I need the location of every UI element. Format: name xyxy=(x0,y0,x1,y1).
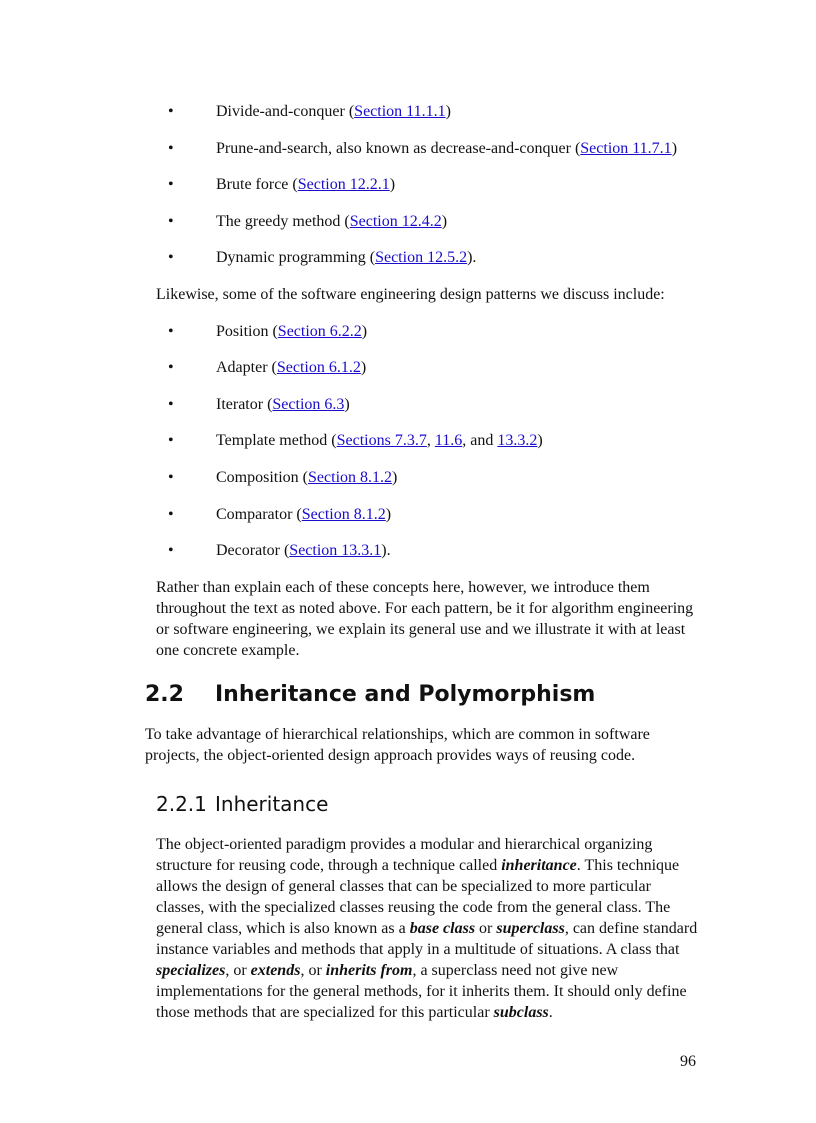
concepts-paragraph: Rather than explain each of these concepts here, however, we introduce them throughout the text as noted above. For each pattern, be it for algorithm engineering or software engineering, we explain its general use and we illustrate it with at least one concrete example. xyxy=(156,579,694,659)
key-term: base class xyxy=(409,920,476,937)
list-item-text: The greedy method (Section 12.4.2) xyxy=(216,213,448,230)
list-item xyxy=(0,100,816,124)
section-link[interactable]: 11.6 xyxy=(434,432,463,449)
list-item-text: Composition (Section 8.1.2) xyxy=(216,469,398,486)
list-item-text: Template method (Sections 7.3.7, 11.6, and 13.3.2) xyxy=(216,432,543,449)
bullet: • xyxy=(168,103,174,120)
list-item xyxy=(0,137,816,161)
section-link[interactable]: Sections 7.3.7 xyxy=(336,432,427,449)
section-link[interactable]: Section 8.1.2 xyxy=(301,506,386,523)
list-item xyxy=(0,429,816,453)
list-item-text: Comparator (Section 8.1.2) xyxy=(216,506,392,523)
section-number: 2.2 xyxy=(145,682,184,707)
key-term: inheritance xyxy=(501,857,577,874)
key-term: extends xyxy=(250,962,301,979)
section-link[interactable]: Section 12.5.2 xyxy=(375,249,468,266)
list-item xyxy=(0,539,816,563)
list-item-text: Dynamic programming (Section 12.5.2). xyxy=(216,249,477,266)
list-item xyxy=(0,466,816,490)
list-item xyxy=(0,173,816,197)
list-item xyxy=(0,503,816,527)
list-item xyxy=(0,356,816,380)
section-paragraph: To take advantage of hierarchical relationships, which are common in software projects, the object-oriented design approach provides ways of reusing code. xyxy=(145,726,650,764)
bullet: • xyxy=(168,396,174,413)
subsection-number: 2.2.1 xyxy=(156,792,207,816)
section-link[interactable]: Section 11.7.1 xyxy=(580,140,672,157)
key-term: inherits from xyxy=(325,962,413,979)
section-link[interactable]: Section 6.2.2 xyxy=(277,323,362,340)
bullet: • xyxy=(168,542,174,559)
bullet: • xyxy=(168,469,174,486)
list-item xyxy=(0,320,816,344)
list-item-text: Position (Section 6.2.2) xyxy=(216,323,368,340)
bullet: • xyxy=(168,432,174,449)
key-term: specializes xyxy=(156,962,226,979)
list-item xyxy=(0,393,816,417)
section-link[interactable]: 13.3.2 xyxy=(497,432,538,449)
section-link[interactable]: Section 6.3 xyxy=(272,396,345,413)
subsection-title: Inheritance xyxy=(215,792,329,816)
section-link[interactable]: Section 6.1.2 xyxy=(276,359,361,376)
bullet: • xyxy=(168,140,174,157)
bullet: • xyxy=(168,213,174,230)
list-item-text: Divide-and-conquer (Section 11.1.1) xyxy=(216,103,451,120)
bullet: • xyxy=(168,176,174,193)
section-title: Inheritance and Polymorphism xyxy=(215,682,596,707)
list-item xyxy=(0,210,816,234)
section-link[interactable]: Section 12.2.1 xyxy=(297,176,390,193)
list-item xyxy=(0,246,816,270)
section-link[interactable]: Section 12.4.2 xyxy=(349,213,442,230)
intro-paragraph: Likewise, some of the software engineering design patterns we discuss include: xyxy=(156,286,665,303)
bullet: • xyxy=(168,323,174,340)
page-number: 96 xyxy=(680,1053,696,1070)
key-term: superclass xyxy=(496,920,565,937)
section-link[interactable]: Section 11.1.1 xyxy=(354,103,446,120)
list-item-text: Prune-and-search, also known as decrease-and-conquer (Section 11.7.1) xyxy=(216,140,678,157)
bullet: • xyxy=(168,249,174,266)
list-item-text: Decorator (Section 13.3.1). xyxy=(216,542,391,559)
inheritance-paragraph: The object-oriented paradigm provides a modular and hierarchical organizing structure for reusing code, through a technique called inheritance. This technique allows the design of general classes that can be specialized to more particular classes, with the specialized classes reusing the code from the general class. The general class, which is also known as a base class or superclass, can define standard instance variables and methods that apply in a multitude of situations. A class that specializes, or extends, or inherits from, a superclass need not give new implementations for the general methods, for it inherits them. It should only define those methods that are specialized for this particular subclass. xyxy=(156,836,698,1021)
key-term: subclass xyxy=(493,1004,549,1021)
list-item-text: Iterator (Section 6.3) xyxy=(216,396,350,413)
bullet: • xyxy=(168,506,174,523)
section-link[interactable]: Section 8.1.2 xyxy=(308,469,393,486)
list-item-text: Adapter (Section 6.1.2) xyxy=(216,359,367,376)
bullet: • xyxy=(168,359,174,376)
list-item-text: Brute force (Section 12.2.1) xyxy=(216,176,396,193)
section-link[interactable]: Section 13.3.1 xyxy=(289,542,382,559)
